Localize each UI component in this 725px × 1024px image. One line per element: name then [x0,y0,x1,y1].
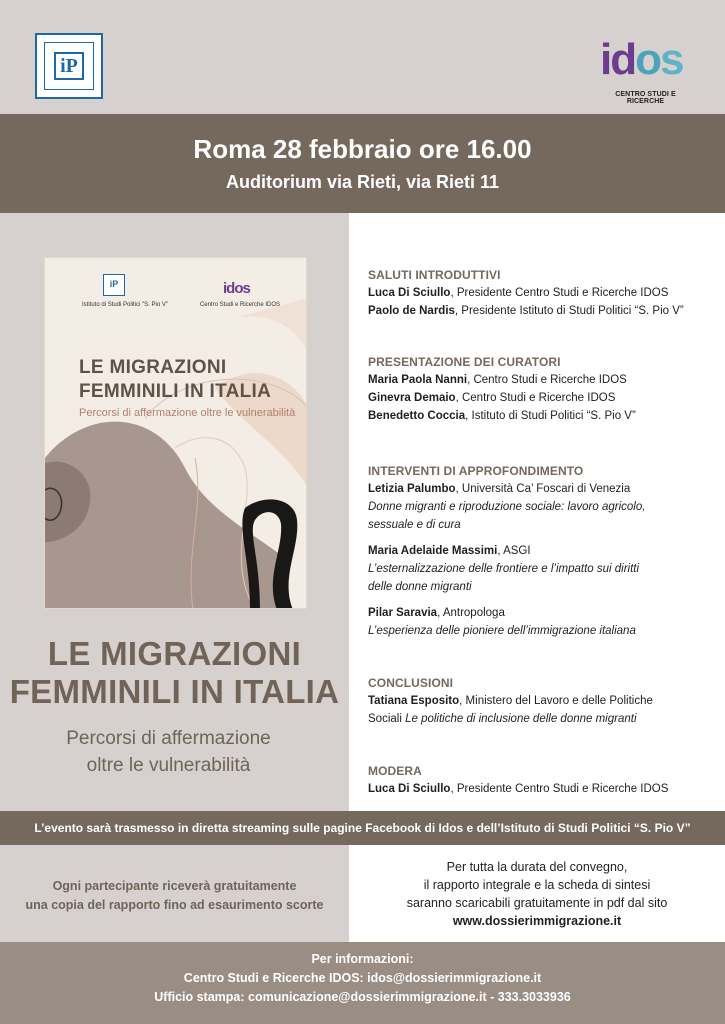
speaker-name: Letizia Palumbo [368,483,456,495]
download-line1: Per tutta la durata del convegno, [446,860,628,874]
speaker-line [368,371,723,389]
speaker-role: , Presidente Centro Studi e Ricerche IDOS [450,287,669,299]
idos-logo-word: idos [600,35,683,84]
event-date: Roma 28 febbraio ore 16.00 [193,134,532,164]
cover-idos-logo: idos [223,280,250,297]
section-modera [368,762,723,798]
speaker-line [368,604,723,622]
cover-subtitle: Percorsi di affermazione oltre le vulnerabilità [79,407,296,419]
talk-title: delle donne migranti [368,581,472,593]
section-heading: PRESENTAZIONE DEI CURATORI [368,355,561,369]
download-line2: il rapporto integrale e la scheda di sintesi [423,878,651,892]
speaker-name: Benedetto Coccia [368,410,466,422]
speaker-line [368,407,723,425]
speaker-role: , Istituto di Studi Politici “S. Pio V” [465,410,636,422]
book-cover-artwork [45,258,307,609]
program-panel [349,213,725,811]
talk-title: Le politiche di inclusione delle donne migranti [405,713,637,725]
section-conclusioni [368,674,723,728]
streaming-notice: L’evento sarà trasmesso in diretta streaming sulle pagine Facebook di Idos e dell’Istituto di Studi Politici “S. Pio V” [0,811,725,845]
speaker-role: , Università Ca’ Foscari di Venezia [455,483,631,495]
report-subtitle-line1: Percorsi di affermazione [66,728,271,749]
speaker-role: , Ministero del Lavoro e delle Politiche [459,695,653,707]
speaker-role: , Presidente Istituto di Studi Politici “S. Pio V” [454,305,684,317]
event-venue: Auditorium via Rieti, via Rieti 11 [225,172,500,192]
download-website-link[interactable]: www.dossierimmigrazione.it [452,914,622,928]
speaker-role: , Presidente Centro Studi e Ricerche IDOS [450,783,669,795]
speaker-name: Ginevra Demaio [368,392,456,404]
speaker-line [368,692,723,710]
speaker-role: , Centro Studi e Ricerche IDOS [467,374,627,386]
speaker-name: Luca Di Sciullo [368,783,451,795]
speaker-role: , Antropologa [437,607,505,619]
section-heading: MODERA [368,764,422,778]
contact-heading: Per informazioni: [311,952,414,966]
participants-notice [0,845,349,942]
event-banner [0,114,725,213]
talk-title: sessuale e di cura [368,519,461,531]
isp-logo [35,33,103,99]
speaker-role: , ASGI [497,545,531,557]
speaker-role: , Centro Studi e Ricerche IDOS [455,392,616,404]
speaker-name: Maria Adelaide Massimi [368,545,498,557]
report-title-line2: FEMMINILI IN ITALIA [9,673,340,710]
speaker-line [368,389,723,407]
section-saluti [368,266,723,320]
speaker-name: Luca Di Sciullo [368,287,451,299]
cover-idos-label: Centro Studi e Ricerche IDOS [199,302,281,308]
speaker-name: Paolo de Nardis [368,305,455,317]
section-heading: INTERVENTI DI APPROFONDIMENTO [368,464,584,478]
section-heading: SALUTI INTRODUTTIVI [368,268,501,282]
cover-title-line1: LE MIGRAZIONI [79,357,227,378]
speaker-line [368,480,723,498]
talk-title: L’esternalizzazione delle frontiere e l’impatto sui diritti [368,563,640,575]
left-panel [0,213,349,811]
speaker-line [368,780,723,798]
speaker-line [368,284,723,302]
section-interventi [368,462,723,640]
download-line3: saranno scaricabili gratuitamente in pdf dal sito [406,896,668,910]
idos-logo-subtitle: CENTRO STUDI E RICERCHE [615,91,676,105]
book-cover-image [44,257,307,609]
speaker-line [368,302,723,320]
report-title-line1: LE MIGRAZIONI [47,635,302,672]
speaker-name: Maria Paola Nanni [368,374,468,386]
contact-footer [0,942,725,1024]
speaker-line [368,542,723,560]
contact-press-office: Ufficio stampa: comunicazione@dossierimmigrazione.it - 333.3033936 [154,990,571,1004]
cover-isp-logo: iP [103,274,125,296]
talk-title: L’esperienza delle pioniere dell’immigrazione italiana [368,625,636,637]
speaker-line: Sociali Le politiche di inclusione delle donne migranti [368,713,637,725]
participants-line1: Ogni partecipante riceverà gratuitamente [52,879,297,893]
header-bar [0,0,725,114]
cover-isp-label: Istituto di Studi Politici "S. Pio V" [82,302,168,308]
contact-idos-email: Centro Studi e Ricerche IDOS: idos@dossierimmigrazione.it [183,971,542,985]
cover-title-line2: FEMMINILI IN ITALIA [79,381,272,402]
section-presentazione [368,353,723,425]
participants-line2: una copia del rapporto fino ad esaurimento scorte [25,898,324,912]
idos-logo [598,31,693,103]
isp-logo-mark: iP [54,52,84,80]
section-heading: CONCLUSIONI [368,676,454,690]
speaker-name: Pilar Saravia [368,607,438,619]
speaker-name: Tatiana Esposito [368,695,460,707]
report-subtitle-line2: oltre le vulnerabilità [86,755,251,776]
talk-title: Donne migranti e riproduzione sociale: lavoro agricolo, [368,501,646,513]
download-notice [349,845,725,942]
